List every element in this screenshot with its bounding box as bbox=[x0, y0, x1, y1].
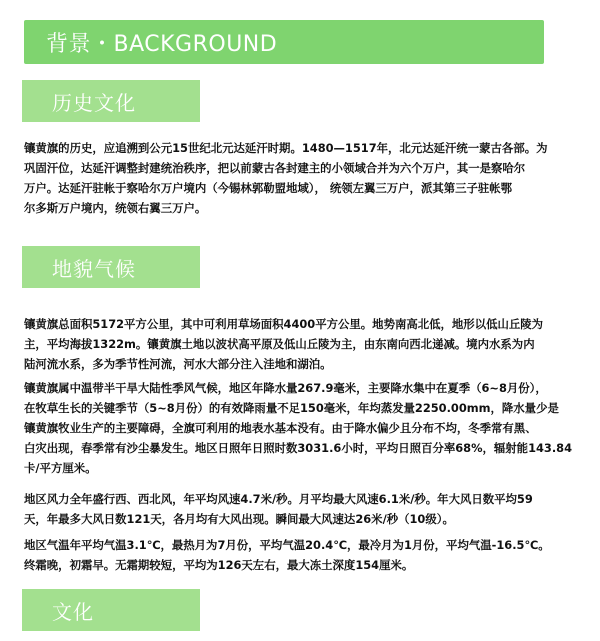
section-tab-culture bbox=[22, 589, 200, 631]
temperature-paragraph: 地区气温年平均气温3.1℃，最热月为7月份，平均气温20.4℃，最冷月为1月份，平均气温-16.5℃。 终霜晚，初霜早。无霜期较短，平均为126天左右，最大冻土深度154厘米。 bbox=[24, 538, 550, 572]
section-tab-history bbox=[22, 80, 200, 122]
section-tab-landform-climate bbox=[22, 246, 200, 288]
section-tab-landform-climate-label: 地貌气候 bbox=[52, 256, 136, 281]
background-header-banner bbox=[24, 20, 544, 64]
climate-paragraph: 镶黄旗属中温带半干旱大陆性季风气候，地区年降水量267.9毫米，主要降水集中在夏季（6~8月份）， 在牧草生长的关键季节（5~8月份）的有效降雨量不足150毫米，年均蒸发量2250.00mm，降水量少是 镶黄旗牧业生产的主要障碍，全旗可利用的地表水基本没有。由于降水偏少且分布不均，冬季常有黑、 白灾出现，春季常有沙尘暴发生。地区日照年日照时数3031.6小时，平均日照百分率68%，辐射能143.84 卡/平方厘米。 bbox=[24, 381, 573, 475]
background-header-title: 背景・BACKGROUND bbox=[46, 31, 278, 57]
section-tab-culture-label: 文化 bbox=[52, 599, 94, 624]
section-tab-history-label: 历史文化 bbox=[52, 90, 136, 115]
history-paragraph: 镶黄旗的历史，应追溯到公元15世纪北元达延汗时期。1480—1517年，北元达延汗统一蒙古各部。为 巩固汗位，达延汗调整封建统治秩序，把以前蒙古各封建主的小领域合并为六个万户，其一是察哈尔 万户。达延汗驻帐于察哈尔万户境内（今锡林郭勒盟地域）， 统领左翼三万户，派其第三子驻帐鄂 尔多斯万户境内，统领右翼三万户。 bbox=[24, 141, 548, 215]
wind-paragraph: 地区风力全年盛行西、西北风，年平均风速4.7米/秒。月平均最大风速6.1米/秒。年大风日数平均59 天，年最多大风日数121天，各月均有大风出现。瞬间最大风速达26米/秒（10级）。 bbox=[24, 492, 533, 526]
landform-area-paragraph: 镶黄旗总面积5172平方公里，其中可利用草场面积4400平方公里。地势南高北低，地形以低山丘陵为 主，平均海拔1322m。镶黄旗土地以波状高平原及低山丘陵为主，由东南向西北递减。境内水系为内 陆河流水系，多为季节性河流，河水大部分注入洼地和湖泊。 bbox=[24, 317, 544, 371]
